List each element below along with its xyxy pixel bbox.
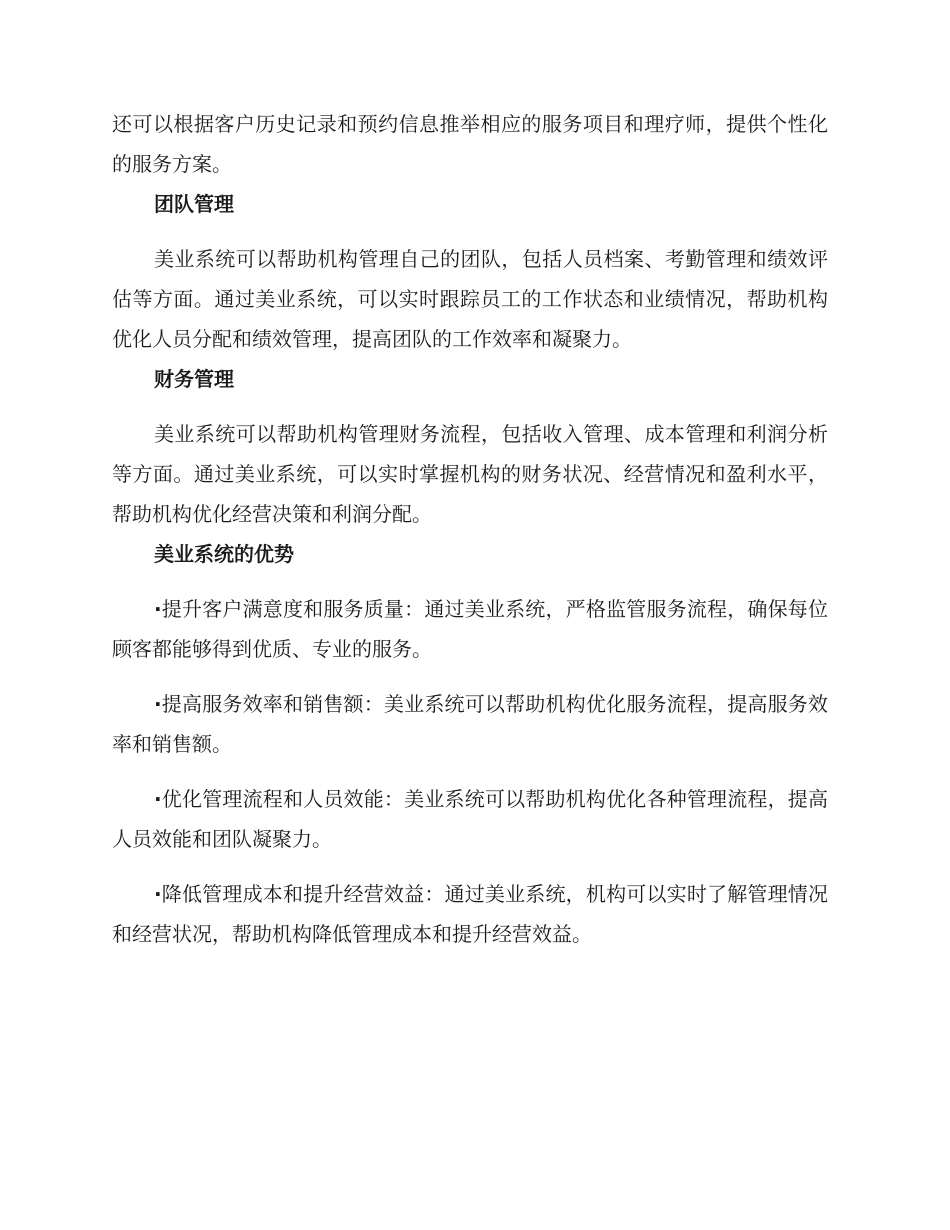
finance-management-paragraph: 美业系统可以帮助机构管理财务流程，包括收入管理、成本管理和利润分析等方面。通过美业系统，可以实时掌握机构的财务状况、经营情况和盈利水平，帮助机构优化经营决策和利润分配。: [112, 422, 828, 526]
advantage-text: 优化管理流程和人员效能：美业系统可以帮助机构优化各种管理流程，提高人员效能和团队凝聚力。: [112, 787, 828, 851]
bullet-icon: ·: [154, 597, 162, 621]
team-management-paragraph: 美业系统可以帮助机构管理自己的团队，包括人员档案、考勤管理和绩效评估等方面。通过美业系统，可以实时跟踪员工的工作状态和业绩情况，帮助机构优化人员分配和绩效管理，提高团队的工作效率和凝聚力。: [112, 247, 828, 351]
advantage-text: 提升客户满意度和服务质量：通过美业系统，严格监管服务流程，确保每位顾客都能够得到优质、专业的服务。: [112, 597, 828, 661]
advantage-text: 提高服务效率和销售额：美业系统可以帮助机构优化服务流程，提高服务效率和销售额。: [112, 692, 828, 756]
advantage-item: [112, 589, 828, 669]
bullet-icon: ·: [154, 692, 162, 716]
finance-management-heading: 财务管理: [154, 367, 234, 391]
intro-continuation-paragraph: 还可以根据客户历史记录和预约信息推举相应的服务项目和理疗师，提供个性化的服务方案。: [112, 112, 828, 176]
bullet-icon: ·: [154, 787, 162, 811]
team-management-heading: 团队管理: [154, 192, 234, 216]
advantage-item: [112, 779, 828, 859]
advantages-heading: 美业系统的优势: [154, 542, 294, 566]
advantage-text: 降低管理成本和提升经营效益：通过美业系统，机构可以实时了解管理情况和经营状况，帮助机构降低管理成本和提升经营效益。: [112, 882, 828, 946]
advantage-item: [112, 874, 828, 954]
document-page: [112, 104, 828, 954]
bullet-icon: ·: [154, 882, 162, 906]
advantage-item: [112, 684, 828, 764]
